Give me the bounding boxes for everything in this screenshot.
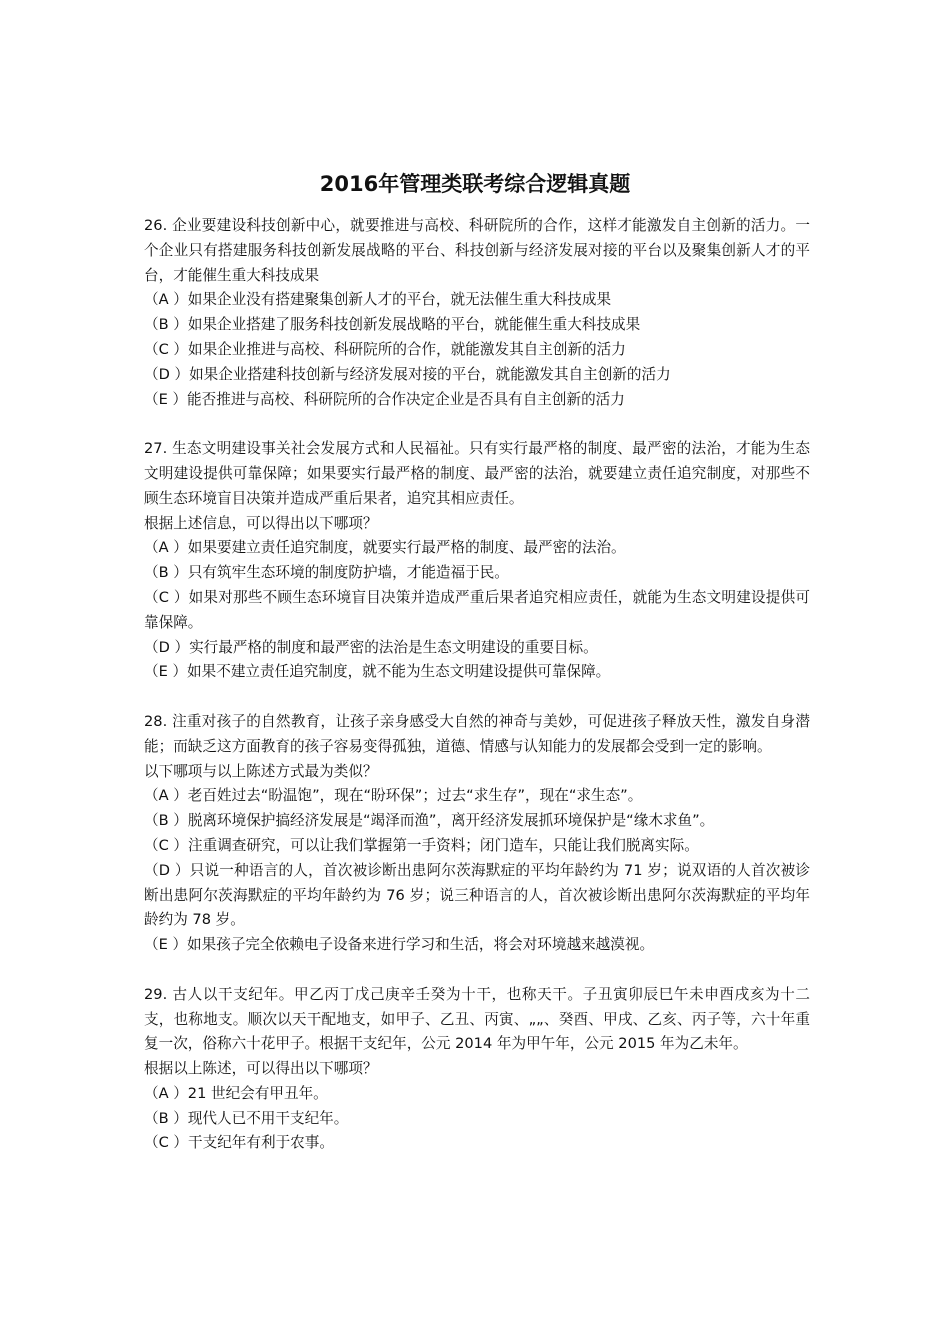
option-b: （B ）脱离环境保护搞经济发展是“竭泽而渔”，离开经济发展抓环境保护是“缘木求鱼”。 (144, 812, 715, 830)
option-e: （E ）能否推进与高校、科研院所的合作决定企业是否具有自主创新的活力 (144, 390, 625, 408)
question-stem: 26. 企业要建设科技创新中心，就要推进与高校、科研院所的合作，这样才能激发自主创新的活力。一个企业只有搭建服务科技创新发展战略的平台、科技创新与经济发展对接的平台以及聚集创新人才的平台，才能催生重大科技成果 (144, 217, 810, 284)
question-28 (144, 710, 810, 958)
question-29 (144, 983, 810, 1157)
option-c: （C ）干支纪年有利于农事。 (144, 1134, 334, 1152)
question-stem: 27. 生态文明建设事关社会发展方式和人民福祉。只有实行最严格的制度、最严密的法治，才能为生态文明建设提供可靠保障；如果要实行最严格的制度、最严密的法治，就要建立责任追究制度，对那些不顾生态环境盲目决策并造成严重后果者，追究其相应责任。 (144, 440, 810, 507)
question-prompt: 以下哪项与以上陈述方式最为类似？ (144, 762, 378, 780)
option-a: （A ）老百姓过去“盼温饱”，现在“盼环保”；过去“求生存”，现在“求生态”。 (144, 787, 643, 805)
option-c: （C ）如果企业推进与高校、科研院所的合作，就能激发其自主创新的活力 (144, 340, 626, 358)
question-stem: 28. 注重对孩子的自然教育，让孩子亲身感受大自然的神奇与美妙，可促进孩子释放天性，激发自身潜能；而缺乏这方面教育的孩子容易变得孤独，道德、情感与认知能力的发展都会受到一定的影响。 (144, 712, 810, 755)
question-27 (144, 437, 810, 685)
option-b: （B ）如果企业搭建了服务科技创新发展战略的平台，就能催生重大科技成果 (144, 316, 641, 334)
page-title: 2016年管理类联考综合逻辑真题 (319, 172, 631, 196)
option-c: （C ）如果对那些不顾生态环境盲目决策并造成严重后果者追究相应责任，就能为生态文明建设提供可靠保障。 (144, 588, 810, 631)
question-stem: 29. 古人以干支纪年。甲乙丙丁戊己庚辛壬癸为十干，也称天干。子丑寅卯辰巳午未申酉戌亥为十二支，也称地支。顺次以天干配地支，如甲子、乙丑、丙寅、„„、癸酉、甲戌、乙亥、丙子等，六十年重复一次，俗称六十花甲子。根据干支纪年，公元 2014 年为甲午年，公元 2015 年为乙未年。 (144, 985, 810, 1053)
option-d: （D ）如果企业搭建科技创新与经济发展对接的平台，就能激发其自主创新的活力 (144, 365, 671, 383)
option-b: （B ）现代人已不用干支纪年。 (144, 1109, 349, 1127)
question-list (144, 214, 810, 1181)
option-a: （A ）21 世纪会有甲丑年。 (144, 1084, 328, 1102)
option-a: （A ）如果企业没有搭建聚集创新人才的平台，就无法催生重大科技成果 (144, 291, 612, 309)
option-d: （D ）只说一种语言的人，首次被诊断出患阿尔茨海默症的平均年龄约为 71 岁；说双语的人首次被诊断出患阿尔茨海默症的平均年龄约为 76 岁；说三种语言的人，首次被诊断出患阿尔茨海默症的平均年龄约为 78 岁。 (144, 861, 810, 929)
option-a: （A ）如果要建立责任追究制度，就要实行最严格的制度、最严密的法治。 (144, 539, 626, 557)
question-prompt: 根据上述信息，可以得出以下哪项？ (144, 514, 378, 532)
option-c: （C ）注重调查研究，可以让我们掌握第一手资料；闭门造车，只能让我们脱离实际。 (144, 836, 699, 854)
option-e: （E ）如果孩子完全依赖电子设备来进行学习和生活，将会对环境越来越漠视。 (144, 936, 655, 954)
option-b: （B ）只有筑牢生态环境的制度防护墙，才能造福于民。 (144, 564, 509, 582)
question-prompt: 根据以上陈述，可以得出以下哪项？ (144, 1060, 378, 1078)
option-e: （E ）如果不建立责任追究制度，就不能为生态文明建设提供可靠保障。 (144, 663, 611, 681)
option-d: （D ）实行最严格的制度和最严密的法治是生态文明建设的重要目标。 (144, 638, 598, 656)
question-26 (144, 214, 810, 412)
